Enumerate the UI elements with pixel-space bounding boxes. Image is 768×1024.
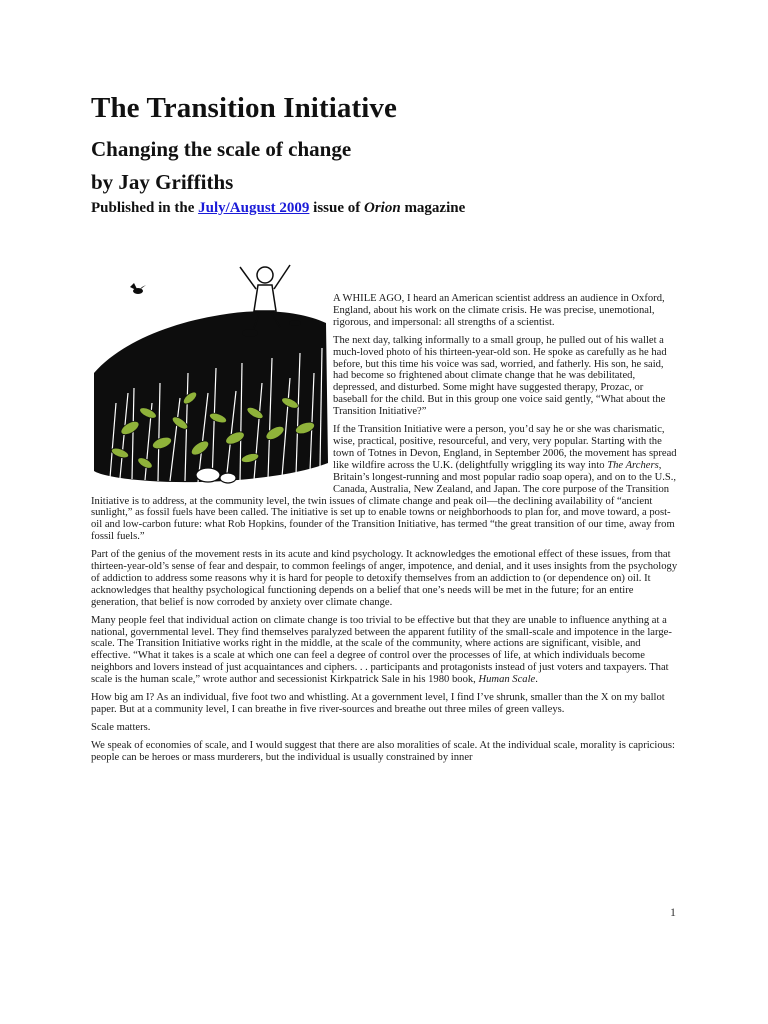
- paragraph-4: Part of the genius of the movement rests in its acute and kind psychology. It acknowledges the emotional effect of these issues, from that thirteen-year-old’s sense of fear and despair, to common feelings of anger, impotence, and denial, and it uses insights from the psychology of addiction to address some reasons why it is hard for people to detoxify themselves from an addiction to (or dependence on) oil. It acknowledges that healthy psychological functioning depends on a belief that one’s needs will be met in the future; for an entire generation, that belief is now corroded by anxiety over climate change.: [91, 549, 678, 608]
- publication-mid: issue of: [309, 200, 364, 216]
- paragraph-3-part-a: If the Transition Initiative were a person, you’d say he or she was charismatic, wise, practical, positive, resourceful, and very, very popular. Starting with the town of Totnes in Devon, England, in September 2006, the movement has spread like wildfire across the U.K. (delightfully wriggling its way into: [333, 424, 677, 471]
- the-archers-title: The Archers: [607, 459, 659, 471]
- article-subtitle: Changing the scale of change: [91, 137, 352, 161]
- paragraph-5-part-a: Many people feel that individual action on climate change is too trivial to be effective but that they are unable to influence anything at a national, governmental level. They find themselves paralyzed between the apparent futility of the small-scale and impotence in the large-scale. The Transition Initiative works right in the middle, at the scale of the community, where actions are significant, visible, and effective. “What it takes is a scale at which one can feel a degree of control over the processes of life, at which individuals become neighbors and lovers instead of just acquaintances and ciphers. . . participants and protagonists instead of just voters and taxpayers. That scale is the human scale,” wrote author and secessionist Kirkpatrick Sale in his 1980 book,: [91, 614, 672, 686]
- page-number: 1: [670, 905, 676, 919]
- paragraph-7: Scale matters.: [91, 721, 151, 733]
- author-byline: by Jay Griffiths: [91, 170, 234, 194]
- paragraph-5-part-b: .: [535, 674, 538, 686]
- article-body: [91, 293, 679, 770]
- human-scale-title: Human Scale: [478, 674, 536, 686]
- publication-suffix: magazine: [400, 200, 466, 216]
- paragraph-2: The next day, talking informally to a small group, he pulled out of his wallet a much-loved photo of his thirteen-year-old son. He spoke as carefully as he had before, but this time his voice was sad, worried, and fatherly. His son, he said, had become so frightened about climate change that he was debilitated, depressed, and disturbed. Some might have suggested therapy, Prozac, or baseball for the child. But in this group one voice said gently, “What about the Transition Initiative?”: [333, 334, 667, 418]
- publication-line: [91, 200, 465, 217]
- paragraph-5: [91, 615, 679, 686]
- illustration-spacer: [91, 293, 333, 491]
- magazine-name: Orion: [364, 200, 401, 216]
- paragraph-8: We speak of economies of scale, and I would suggest that there are also moralities of scale. At the individual scale, morality is capricious: people can be heroes or mass murderers, but the individual is usually constrained by inner: [91, 739, 675, 763]
- paragraph-6: How big am I? As an individual, five foot two and whistling. At a government level, I find I’ve shrunk, smaller than the X on my ballot paper. But at a community level, I can breathe in five river-sources and breathe out three miles of green valleys.: [91, 692, 665, 715]
- issue-link[interactable]: July/August 2009: [198, 200, 310, 216]
- article-title: The Transition Initiative: [91, 92, 397, 124]
- paragraph-1: A WHILE AGO, I heard an American scientist address an audience in Oxford, England, about his work on the climate crisis. He was precise, unemotional, rigorous, and impersonal: all strengths of a scientist.: [333, 293, 665, 328]
- paragraph-3-part-b: , Britain’s longest-running and most popular radio soap opera), and on to the U.S., Canada, Australia, New Zealand, and Japan. The core purpose of the Transition Initiative is to address, at the community level, the twin issues of climate change and peak oil—the declining availability of “ancient sunlight,” as fossil fuels have been called. The initiative is set up to enable towns or neighborhoods to plan for, and move toward, a post-oil and low-carbon future: what Rob Hopkins, founder of the Transition Initiative, has termed “the great transition of our time, away from fossil fuels.”: [91, 459, 677, 543]
- publication-prefix: Published in the: [91, 200, 199, 216]
